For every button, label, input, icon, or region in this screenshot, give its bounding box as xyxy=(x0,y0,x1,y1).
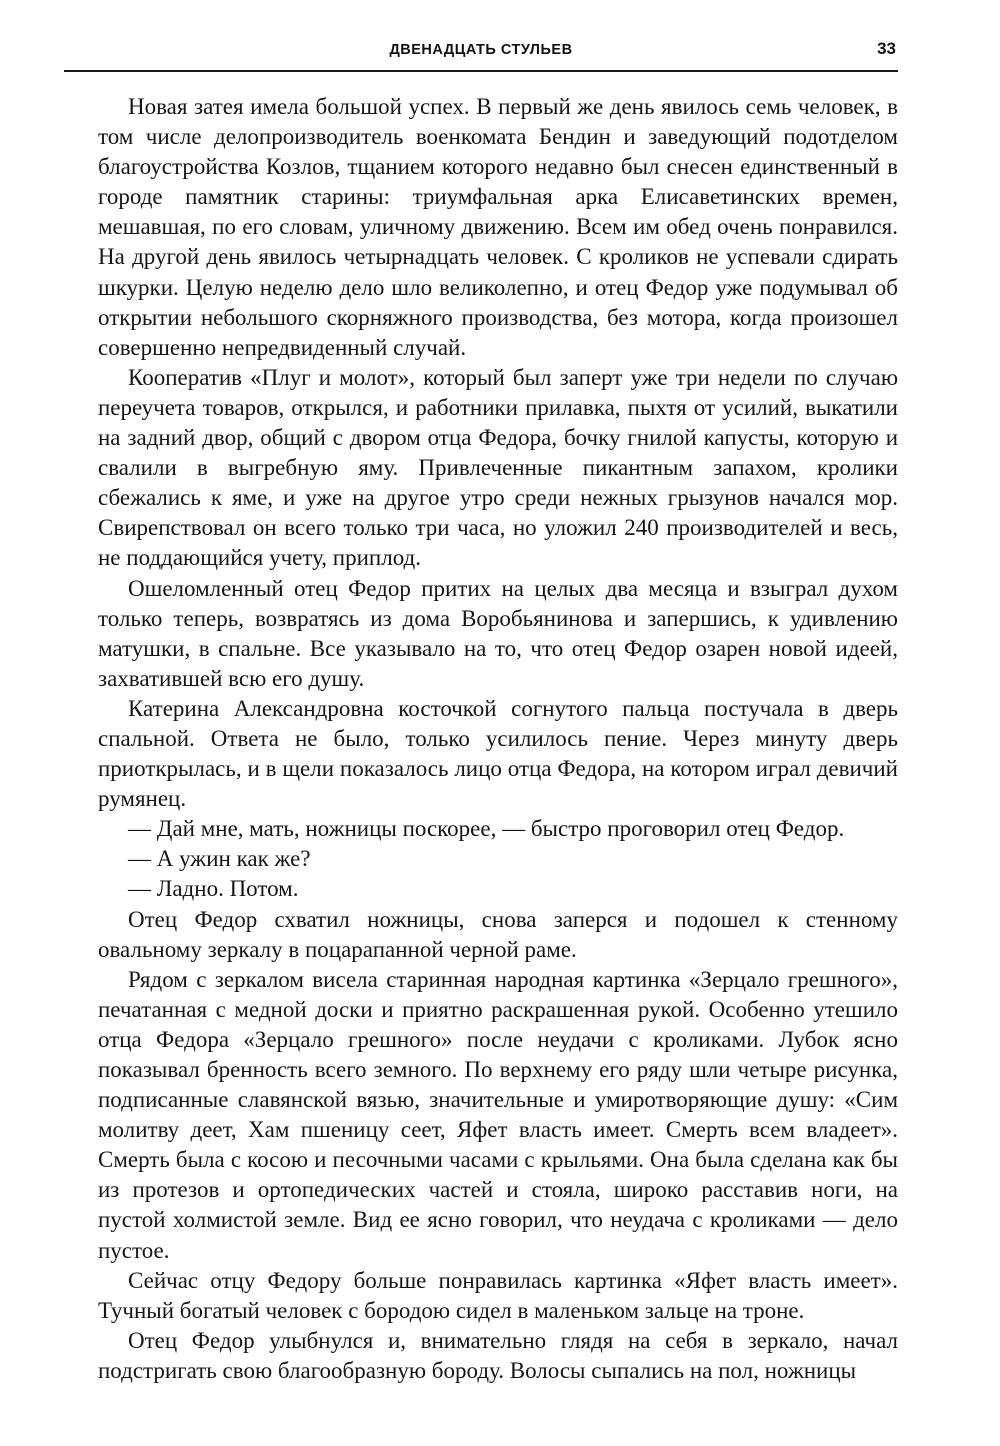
paragraph: Сейчас отцу Федору больше понравилась картинка «Яфет власть имеет». Тучный богатый человек с бородою сидел в маленьком зальце на троне. xyxy=(98,1267,898,1323)
paragraph: Кооператив «Плуг и молот», который был заперт уже три недели по случаю переучета товаров, открылся, и работники прилавка, пыхтя от усилий, выкатили на задний двор, общий с двором отца Федора, бочку гнилой капусты, которую и свалили в выгребную яму. Привлеченные пикантным запахом, кролики сбежались к яме, и уже на другое утро среди нежных грызунов начался мор. Свирепствовал он всего только три часа, но уложил 240 производителей и весь, не поддающийся учету, приплод. xyxy=(98,364,898,571)
book-title: ДВЕНАДЦАТЬ СТУЛЬЕВ xyxy=(389,42,573,58)
paragraph: Катерина Александровна косточкой согнутого пальца постучала в дверь спальной. Ответа не было, только усилилось пение. Через минуту дверь приоткрылась, и в щели показалось лицо отца Федора, на котором играл девичий румянец. xyxy=(98,695,898,812)
paragraph: Отец Федор улыбнулся и, внимательно глядя на себя в зеркало, начал подстригать свою благообразную бороду. Волосы сыпались на пол, ножницы xyxy=(98,1327,898,1383)
page-number: 33 xyxy=(877,39,896,58)
dialogue-line: — Дай мне, мать, ножницы поскорее, — быстро проговорил отец Федор. xyxy=(128,816,845,842)
body-text xyxy=(98,92,898,1386)
running-header xyxy=(64,36,898,72)
paragraph: Рядом с зеркалом висела старинная народная картинка «Зерцало грешного», печатанная с медной доски и приятно раскрашенная рукой. Особенно утешило отца Федора «Зерцало грешного» после неудачи с кроликами. Лубок ясно показывал бренность всего земного. По верхнему его ряду шли четыре рисунка, подписанные славянской вязью, значительные и умиротворяющие душу: «Сим молитву деет, Хам пшеницу сеет, Яфет власть имеет. Смерть всем владеет». Смерть была с косою и песочными часами с крыльями. Она была сделана как бы из протезов и ортопедических частей и стояла, широко расставив ноги, на пустой холмистой земле. Вид ее ясно говорил, что неудача с кроликами — дело пустое. xyxy=(98,966,898,1263)
dialogue-line: — Ладно. Потом. xyxy=(128,876,299,902)
paragraph: Ошеломленный отец Федор притих на целых два месяца и взыграл духом только теперь, возвратясь из дома Воробьянинова и запершись, к удивлению матушки, в спальне. Все указывало на то, что отец Федор озарен новой идеей, захватившей всю его душу. xyxy=(98,575,898,691)
paragraph: Новая затея имела большой успех. В первый же день явилось семь человек, в том числе делопроизводитель военкомата Бендин и заведующий подотделом благоустройства Козлов, тщанием которого недавно был снесен единственный в городе памятник старины: триумфальная арка Елисаветинских времен, мешавшая, по его словам, уличному движению. Всем им обед очень понравился. На другой день явилось четырнадцать человек. С кроликов не успевали сдирать шкурки. Целую неделю дело шло великолепно, и отец Федор уже подумывал об открытии небольшого скорняжного производства, без мотора, когда произошел совершенно непредвиденный случай. xyxy=(98,94,898,360)
dialogue-line: — А ужин как же? xyxy=(128,846,311,872)
paragraph: Отец Федор схватил ножницы, снова заперся и подошел к стенному овальному зеркалу в поцарапанной черной раме. xyxy=(98,906,898,962)
